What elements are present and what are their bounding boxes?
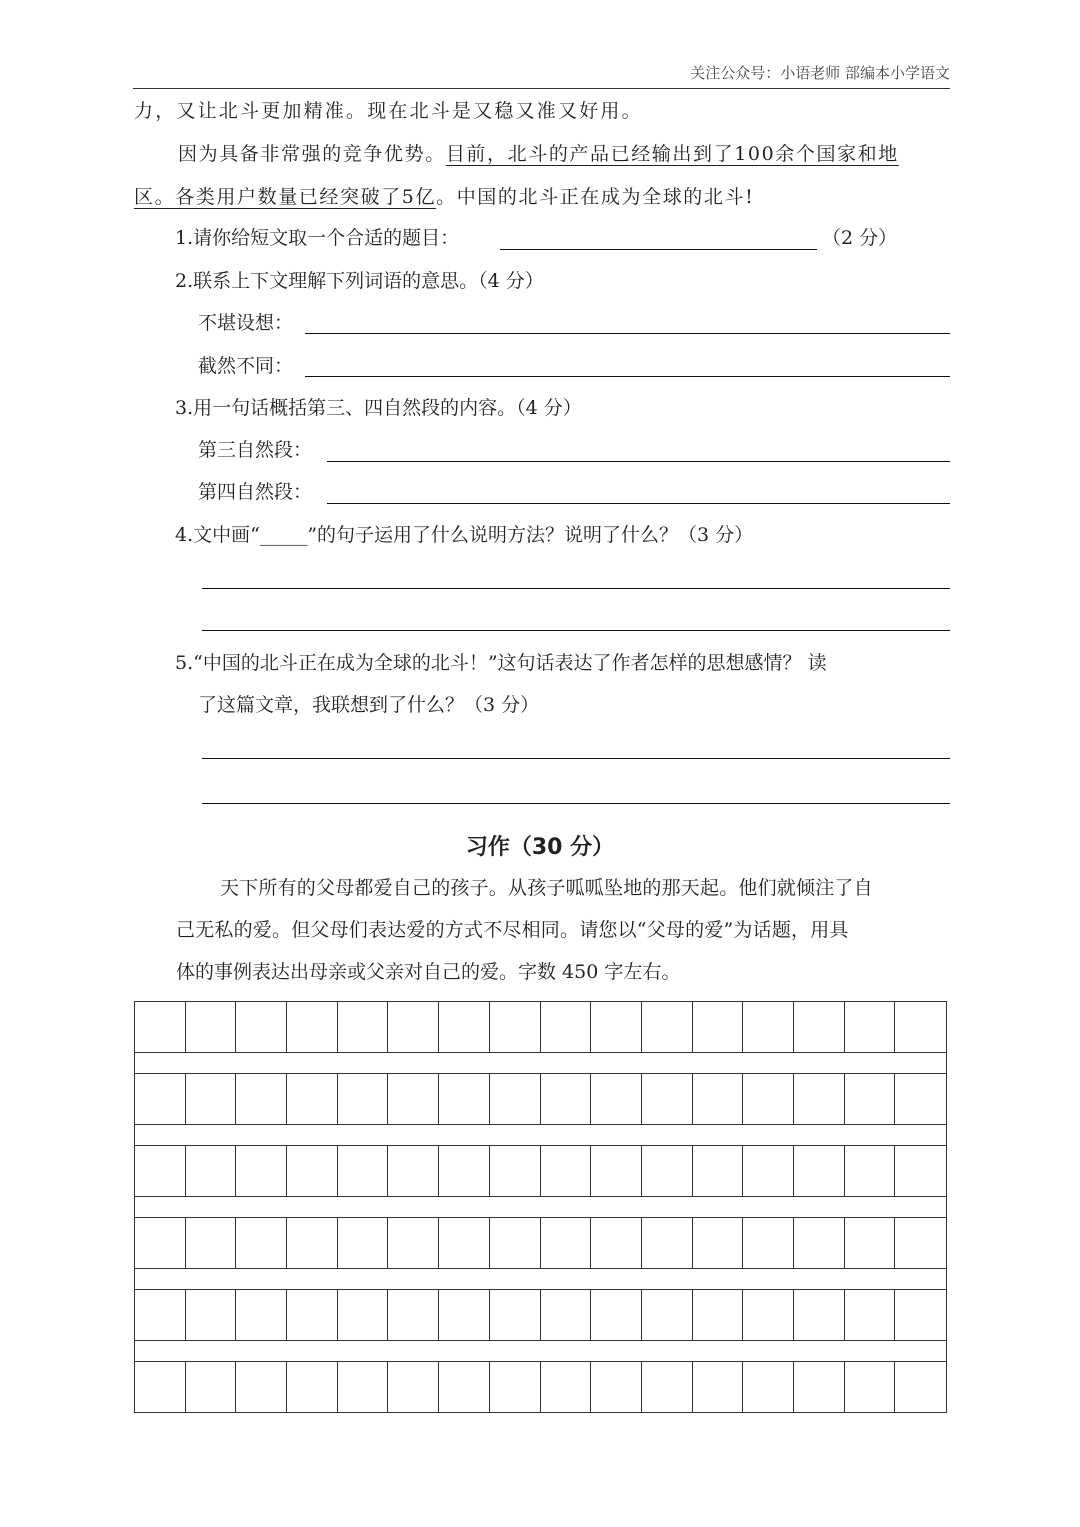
question-5-line-2: 了这篇文章，我联想到了什么？（3 分） xyxy=(198,694,540,716)
grid-row-gap xyxy=(134,1197,947,1217)
grid-cell[interactable] xyxy=(743,1074,794,1124)
grid-cell[interactable] xyxy=(186,1362,237,1412)
grid-row[interactable] xyxy=(134,1289,947,1341)
grid-cell[interactable] xyxy=(895,1362,946,1412)
grid-cell[interactable] xyxy=(794,1002,845,1052)
passage-line-3-plain: 。中国的北斗正在成为全球的北斗! xyxy=(436,186,755,208)
grid-cell[interactable] xyxy=(135,1362,186,1412)
grid-cell[interactable] xyxy=(490,1290,541,1340)
q4-answer-line-1[interactable] xyxy=(202,588,950,589)
grid-cell[interactable] xyxy=(693,1074,744,1124)
grid-cell[interactable] xyxy=(794,1290,845,1340)
grid-cell[interactable] xyxy=(743,1002,794,1052)
q3-paragraph-3-answer-blank[interactable] xyxy=(327,461,950,462)
grid-cell[interactable] xyxy=(490,1074,541,1124)
grid-cell[interactable] xyxy=(186,1002,237,1052)
grid-cell[interactable] xyxy=(642,1290,693,1340)
question-3: 3.用一句话概括第三、四自然段的内容。（4 分） xyxy=(175,397,582,419)
grid-cell[interactable] xyxy=(186,1290,237,1340)
question-4: 4.文中画“_____”的句子运用了什么说明方法？说明了什么？（3 分） xyxy=(175,524,754,546)
grid-cell[interactable] xyxy=(439,1362,490,1412)
grid-cell[interactable] xyxy=(287,1002,338,1052)
grid-cell[interactable] xyxy=(743,1218,794,1268)
grid-cell[interactable] xyxy=(794,1218,845,1268)
grid-cell[interactable] xyxy=(135,1146,186,1196)
grid-cell[interactable] xyxy=(591,1074,642,1124)
q3-paragraph-4: 第四自然段： xyxy=(198,481,313,503)
grid-row[interactable] xyxy=(134,1361,947,1413)
grid-cell[interactable] xyxy=(642,1074,693,1124)
grid-cell[interactable] xyxy=(439,1218,490,1268)
grid-cell[interactable] xyxy=(490,1002,541,1052)
grid-row[interactable] xyxy=(134,1073,947,1125)
grid-cell[interactable] xyxy=(693,1002,744,1052)
grid-cell[interactable] xyxy=(388,1362,439,1412)
grid-cell[interactable] xyxy=(186,1146,237,1196)
grid-cell[interactable] xyxy=(591,1362,642,1412)
grid-cell[interactable] xyxy=(388,1290,439,1340)
grid-cell[interactable] xyxy=(794,1146,845,1196)
q1-answer-blank[interactable] xyxy=(500,249,817,250)
grid-cell[interactable] xyxy=(743,1146,794,1196)
grid-cell[interactable] xyxy=(895,1218,946,1268)
grid-cell[interactable] xyxy=(338,1362,389,1412)
grid-cell[interactable] xyxy=(388,1002,439,1052)
grid-cell[interactable] xyxy=(439,1074,490,1124)
grid-cell[interactable] xyxy=(591,1218,642,1268)
grid-cell[interactable] xyxy=(541,1290,592,1340)
q4-answer-line-2[interactable] xyxy=(202,630,950,631)
grid-cell[interactable] xyxy=(338,1290,389,1340)
grid-cell[interactable] xyxy=(388,1074,439,1124)
grid-cell[interactable] xyxy=(236,1218,287,1268)
grid-cell[interactable] xyxy=(236,1146,287,1196)
grid-cell[interactable] xyxy=(287,1218,338,1268)
grid-cell[interactable] xyxy=(338,1002,389,1052)
grid-cell[interactable] xyxy=(743,1290,794,1340)
grid-cell[interactable] xyxy=(236,1074,287,1124)
q2-term-2: 截然不同： xyxy=(198,355,294,377)
grid-cell[interactable] xyxy=(287,1146,338,1196)
grid-row-gap xyxy=(134,1341,947,1361)
composition-prompt-line-3: 体的事例表达出母亲或父亲对自己的爱。字数 450 字左右。 xyxy=(176,961,681,983)
question-2: 2.联系上下文理解下列词语的意思。（4 分） xyxy=(175,270,544,292)
grid-cell[interactable] xyxy=(895,1002,946,1052)
grid-cell[interactable] xyxy=(338,1218,389,1268)
grid-cell[interactable] xyxy=(388,1146,439,1196)
q2-term-1: 不堪设想： xyxy=(198,312,294,334)
grid-row[interactable] xyxy=(134,1001,947,1053)
q2-term-2-answer-blank[interactable] xyxy=(305,376,950,377)
grid-cell[interactable] xyxy=(388,1218,439,1268)
grid-cell[interactable] xyxy=(693,1362,744,1412)
grid-cell[interactable] xyxy=(490,1218,541,1268)
grid-cell[interactable] xyxy=(287,1362,338,1412)
q5-answer-line-2[interactable] xyxy=(202,803,950,804)
composition-prompt-line-2: 己无私的爱。但父母们表达爱的方式不尽相同。请您以“父母的爱”为话题，用具 xyxy=(176,919,849,941)
grid-cell[interactable] xyxy=(338,1146,389,1196)
grid-cell[interactable] xyxy=(845,1290,896,1340)
grid-cell[interactable] xyxy=(439,1002,490,1052)
grid-row-gap xyxy=(134,1053,947,1073)
grid-cell[interactable] xyxy=(591,1002,642,1052)
grid-cell[interactable] xyxy=(895,1146,946,1196)
grid-cell[interactable] xyxy=(186,1074,237,1124)
grid-row-gap xyxy=(134,1269,947,1289)
grid-cell[interactable] xyxy=(845,1218,896,1268)
grid-cell[interactable] xyxy=(541,1002,592,1052)
q5-answer-line-1[interactable] xyxy=(202,758,950,759)
grid-cell[interactable] xyxy=(895,1074,946,1124)
page-header-source: 关注公众号：小语老师 部编本小学语文 xyxy=(690,64,950,82)
grid-cell[interactable] xyxy=(541,1362,592,1412)
grid-cell[interactable] xyxy=(642,1002,693,1052)
grid-cell[interactable] xyxy=(236,1362,287,1412)
grid-cell[interactable] xyxy=(693,1218,744,1268)
passage-line-2-plain: 因为具备非常强的竞争优势。 xyxy=(178,143,446,165)
grid-cell[interactable] xyxy=(490,1146,541,1196)
grid-cell[interactable] xyxy=(693,1146,744,1196)
composition-title: 习作（30 分） xyxy=(465,835,615,860)
grid-cell[interactable] xyxy=(135,1218,186,1268)
grid-cell[interactable] xyxy=(845,1146,896,1196)
grid-cell[interactable] xyxy=(895,1290,946,1340)
grid-cell[interactable] xyxy=(743,1362,794,1412)
passage-line-2 xyxy=(178,145,899,164)
passage-line-1: 力，又让北斗更加精准。现在北斗是又稳又准又好用。 xyxy=(134,100,643,122)
grid-cell[interactable] xyxy=(845,1002,896,1052)
header-rule xyxy=(133,88,950,89)
grid-cell[interactable] xyxy=(591,1290,642,1340)
grid-cell[interactable] xyxy=(642,1362,693,1412)
grid-cell[interactable] xyxy=(541,1218,592,1268)
passage-underlined-sentence-part-1: 目前，北斗的产品已经输出到了100余个国家和地 xyxy=(445,143,899,165)
q3-paragraph-4-answer-blank[interactable] xyxy=(327,503,950,504)
grid-cell[interactable] xyxy=(186,1218,237,1268)
grid-cell[interactable] xyxy=(541,1146,592,1196)
grid-cell[interactable] xyxy=(236,1002,287,1052)
grid-row[interactable] xyxy=(134,1217,947,1269)
q2-term-1-answer-blank[interactable] xyxy=(305,333,950,334)
question-5-line-1: 5.“中国的北斗正在成为全球的北斗！”这句话表达了作者怎样的思想感情？ 读 xyxy=(175,652,827,674)
grid-cell[interactable] xyxy=(490,1362,541,1412)
grid-cell[interactable] xyxy=(135,1074,186,1124)
grid-row-gap xyxy=(134,1125,947,1145)
grid-cell[interactable] xyxy=(439,1290,490,1340)
grid-cell[interactable] xyxy=(845,1362,896,1412)
grid-cell[interactable] xyxy=(794,1074,845,1124)
grid-cell[interactable] xyxy=(794,1362,845,1412)
grid-cell[interactable] xyxy=(135,1290,186,1340)
grid-row[interactable] xyxy=(134,1145,947,1197)
passage-underlined-sentence-part-2: 区。各类用户数量已经突破了5亿 xyxy=(134,186,437,208)
passage-line-3 xyxy=(134,188,754,207)
grid-cell[interactable] xyxy=(541,1074,592,1124)
q3-paragraph-3: 第三自然段： xyxy=(198,439,313,461)
grid-cell[interactable] xyxy=(236,1290,287,1340)
grid-cell[interactable] xyxy=(338,1074,389,1124)
grid-cell[interactable] xyxy=(693,1290,744,1340)
question-1: 1.请你给短文取一个合适的题目： xyxy=(175,227,460,249)
grid-cell[interactable] xyxy=(287,1290,338,1340)
grid-cell[interactable] xyxy=(135,1002,186,1052)
grid-cell[interactable] xyxy=(642,1218,693,1268)
composition-prompt-line-1: 天下所有的父母都爱自己的孩子。从孩子呱呱坠地的那天起。他们就倾注了自 xyxy=(220,877,873,899)
question-1-score: （2 分） xyxy=(822,227,898,249)
grid-cell[interactable] xyxy=(439,1146,490,1196)
grid-cell[interactable] xyxy=(642,1146,693,1196)
grid-cell[interactable] xyxy=(845,1074,896,1124)
grid-cell[interactable] xyxy=(591,1146,642,1196)
grid-cell[interactable] xyxy=(287,1074,338,1124)
